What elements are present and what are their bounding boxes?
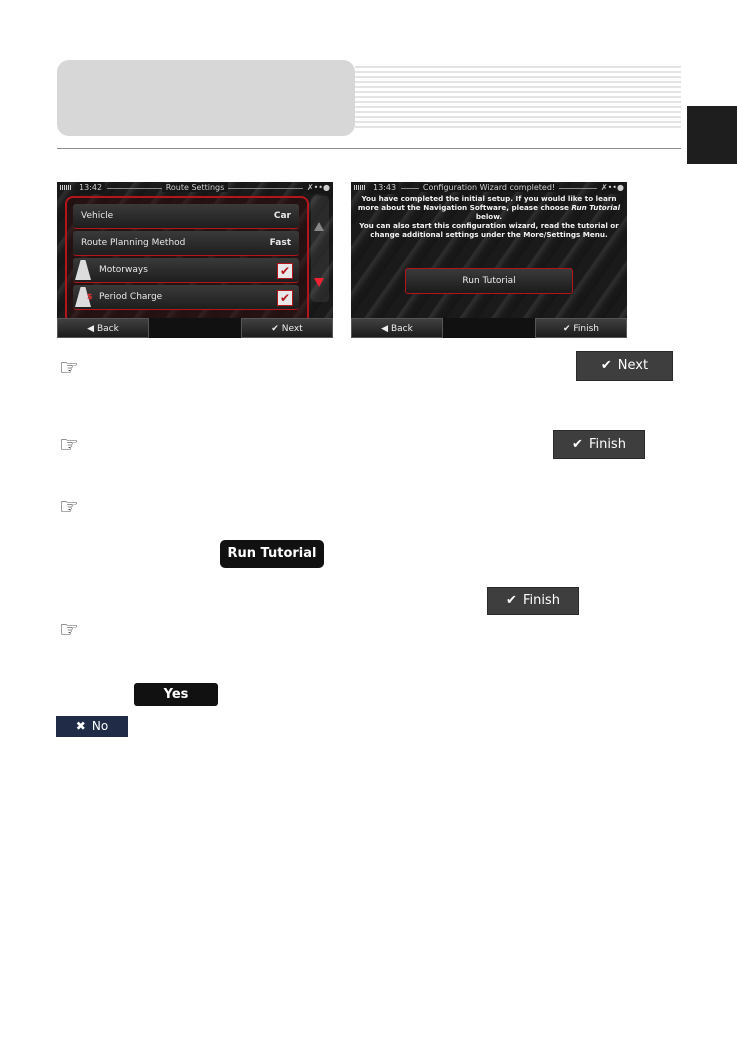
check-icon: ✔ bbox=[572, 437, 583, 452]
message-text: below. bbox=[475, 212, 503, 221]
next-button[interactable] bbox=[241, 318, 333, 338]
button-label: No bbox=[91, 719, 109, 733]
pointer-hand-icon: ☞ bbox=[59, 356, 79, 381]
setting-label: Route Planning Method bbox=[81, 238, 186, 248]
next-button-illustration bbox=[576, 351, 673, 381]
status-icons: ✗••● bbox=[306, 183, 330, 192]
message-text: You can also start this configuration wizard, read the tutorial or change additional settings under the More/Settings Menu. bbox=[359, 221, 619, 239]
no-button-illustration bbox=[56, 716, 128, 737]
run-tutorial-button-illustration: Run Tutorial bbox=[220, 540, 324, 568]
button-label: Next bbox=[617, 358, 649, 373]
setting-label: Motorways bbox=[99, 265, 148, 275]
check-icon: ✔ bbox=[600, 358, 612, 373]
back-button[interactable] bbox=[351, 318, 443, 338]
x-icon: ✖ bbox=[75, 719, 86, 733]
check-icon: ✔ bbox=[506, 593, 517, 608]
dollar-icon: $ bbox=[87, 292, 93, 301]
screenshot-route-settings bbox=[57, 182, 333, 338]
setting-value: Car bbox=[273, 211, 291, 221]
clock: 13:42 bbox=[79, 182, 105, 194]
scroll-down-icon[interactable] bbox=[314, 278, 324, 287]
next-label: Next bbox=[281, 324, 303, 334]
run-tutorial-button[interactable]: Run Tutorial bbox=[405, 268, 573, 294]
pointer-hand-icon: ☞ bbox=[59, 495, 79, 520]
header-divider bbox=[57, 148, 681, 149]
chapter-tab bbox=[687, 106, 737, 164]
message-run-tutorial: Run Tutorial bbox=[571, 203, 621, 212]
setting-row-period-charge[interactable] bbox=[73, 285, 299, 310]
pointer-hand-icon: ☞ bbox=[59, 618, 79, 643]
button-label: Finish bbox=[588, 437, 626, 452]
settings-list bbox=[65, 196, 309, 327]
check-icon: ✔ bbox=[271, 324, 279, 334]
clock: 13:43 bbox=[373, 182, 399, 194]
setting-value: Fast bbox=[269, 238, 291, 248]
scroll-up-icon[interactable] bbox=[314, 222, 324, 231]
motorways-checkbox[interactable]: ✔ bbox=[277, 263, 293, 279]
setting-row-motorways[interactable] bbox=[73, 258, 299, 283]
period-charge-checkbox[interactable]: ✔ bbox=[277, 290, 293, 306]
setting-row-route-method[interactable] bbox=[73, 231, 299, 256]
check-icon: ✔ bbox=[562, 324, 571, 334]
screenshot-wizard-completed bbox=[351, 182, 627, 338]
finish-button[interactable] bbox=[535, 318, 627, 338]
back-arrow-icon: ◀ bbox=[87, 324, 95, 334]
status-icons: ✗••● bbox=[600, 183, 624, 192]
pointer-hand-icon: ☞ bbox=[59, 433, 79, 458]
wizard-message bbox=[355, 194, 623, 239]
back-arrow-icon: ◀ bbox=[381, 324, 389, 334]
back-button[interactable] bbox=[57, 318, 149, 338]
finish-label: Finish bbox=[573, 324, 600, 334]
status-bar bbox=[57, 182, 333, 194]
setting-row-vehicle[interactable] bbox=[73, 204, 299, 229]
header-banner bbox=[57, 60, 355, 136]
status-bar bbox=[351, 182, 627, 194]
back-label: Back bbox=[390, 324, 413, 334]
screen-title: Route Settings bbox=[162, 183, 229, 192]
yes-button-illustration: Yes bbox=[134, 683, 218, 706]
button-label: Finish bbox=[522, 593, 560, 608]
finish-button-illustration bbox=[553, 430, 645, 459]
screen-title: Configuration Wizard completed! bbox=[419, 183, 559, 192]
message-text: You have completed the initial setup. If you would like to learn more about the Navigation Software, please choose bbox=[357, 194, 617, 212]
setting-label: Vehicle bbox=[81, 211, 114, 221]
finish-button-illustration-2 bbox=[487, 587, 579, 615]
header-stripes bbox=[355, 66, 681, 130]
setting-label: Period Charge bbox=[99, 292, 163, 302]
motorway-icon bbox=[75, 260, 91, 280]
back-label: Back bbox=[96, 324, 119, 334]
